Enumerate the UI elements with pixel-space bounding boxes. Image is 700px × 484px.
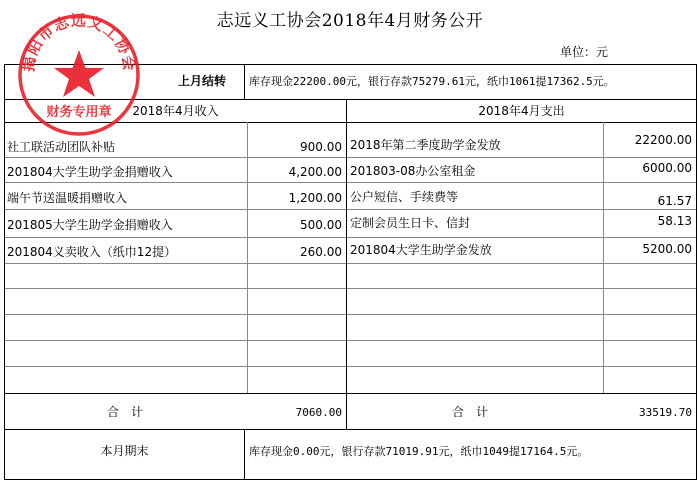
expense-item: 公户短信、手续费等 (350, 190, 459, 204)
seal-ring-text: 揭阳市志远义工协会 (19, 12, 139, 73)
closing-label: 本月期末 (100, 444, 149, 458)
income-item: 201804义卖收入（纸巾12提） (7, 245, 177, 259)
unit-label: 单位：元 (560, 45, 609, 59)
closing-text: 库存现金0.00元，银行存款71019.91元，纸巾1049提17164.5元。 (249, 445, 589, 458)
income-amount: 1,200.00 (288, 191, 342, 205)
expense-amount: 61.57 (657, 194, 692, 208)
expense-item: 201803-08办公室租金 (350, 164, 476, 178)
expense-amount: 22200.00 (634, 133, 692, 147)
expense-item: 201804大学生助学金发放 (350, 243, 492, 257)
income-total-label: 合 计 (106, 405, 143, 419)
expense-item: 定制会员生日卡、信封 (350, 216, 471, 230)
income-amount: 260.00 (300, 245, 342, 259)
income-item: 端午节送温暖捐赠收入 (7, 191, 128, 205)
seal-star-icon (54, 50, 104, 97)
carryover-label: 上月结转 (177, 74, 226, 88)
expense-amount: 6000.00 (642, 161, 692, 175)
income-item: 社工联活动团队补贴 (7, 140, 116, 154)
seal-subtext: 财务专用章 (46, 105, 112, 120)
expense-total-label: 合 计 (451, 405, 488, 419)
income-amount: 500.00 (300, 218, 342, 232)
expense-amount: 58.13 (657, 214, 692, 228)
expense-header: 2018年4月支出 (478, 104, 565, 118)
finance-seal-stamp (16, 12, 142, 138)
expense-total: 33519.70 (639, 406, 692, 419)
carryover-text: 库存现金22200.00元，银行存款75279.61元，纸巾1061提17362.5元。 (249, 75, 615, 88)
page-title: 志远义工协会2018年4月财务公开 (216, 11, 484, 31)
expense-amount: 5200.00 (642, 242, 692, 256)
expense-item: 2018年第二季度助学金发放 (350, 138, 501, 152)
income-header: 2018年4月收入 (132, 104, 219, 118)
income-total: 7060.00 (295, 406, 342, 419)
income-item: 201805大学生助学金捐赠收入 (7, 218, 173, 232)
income-item: 201804大学生助学金捐赠收入 (7, 165, 173, 179)
income-amount: 900.00 (300, 140, 342, 154)
income-amount: 4,200.00 (288, 165, 342, 179)
